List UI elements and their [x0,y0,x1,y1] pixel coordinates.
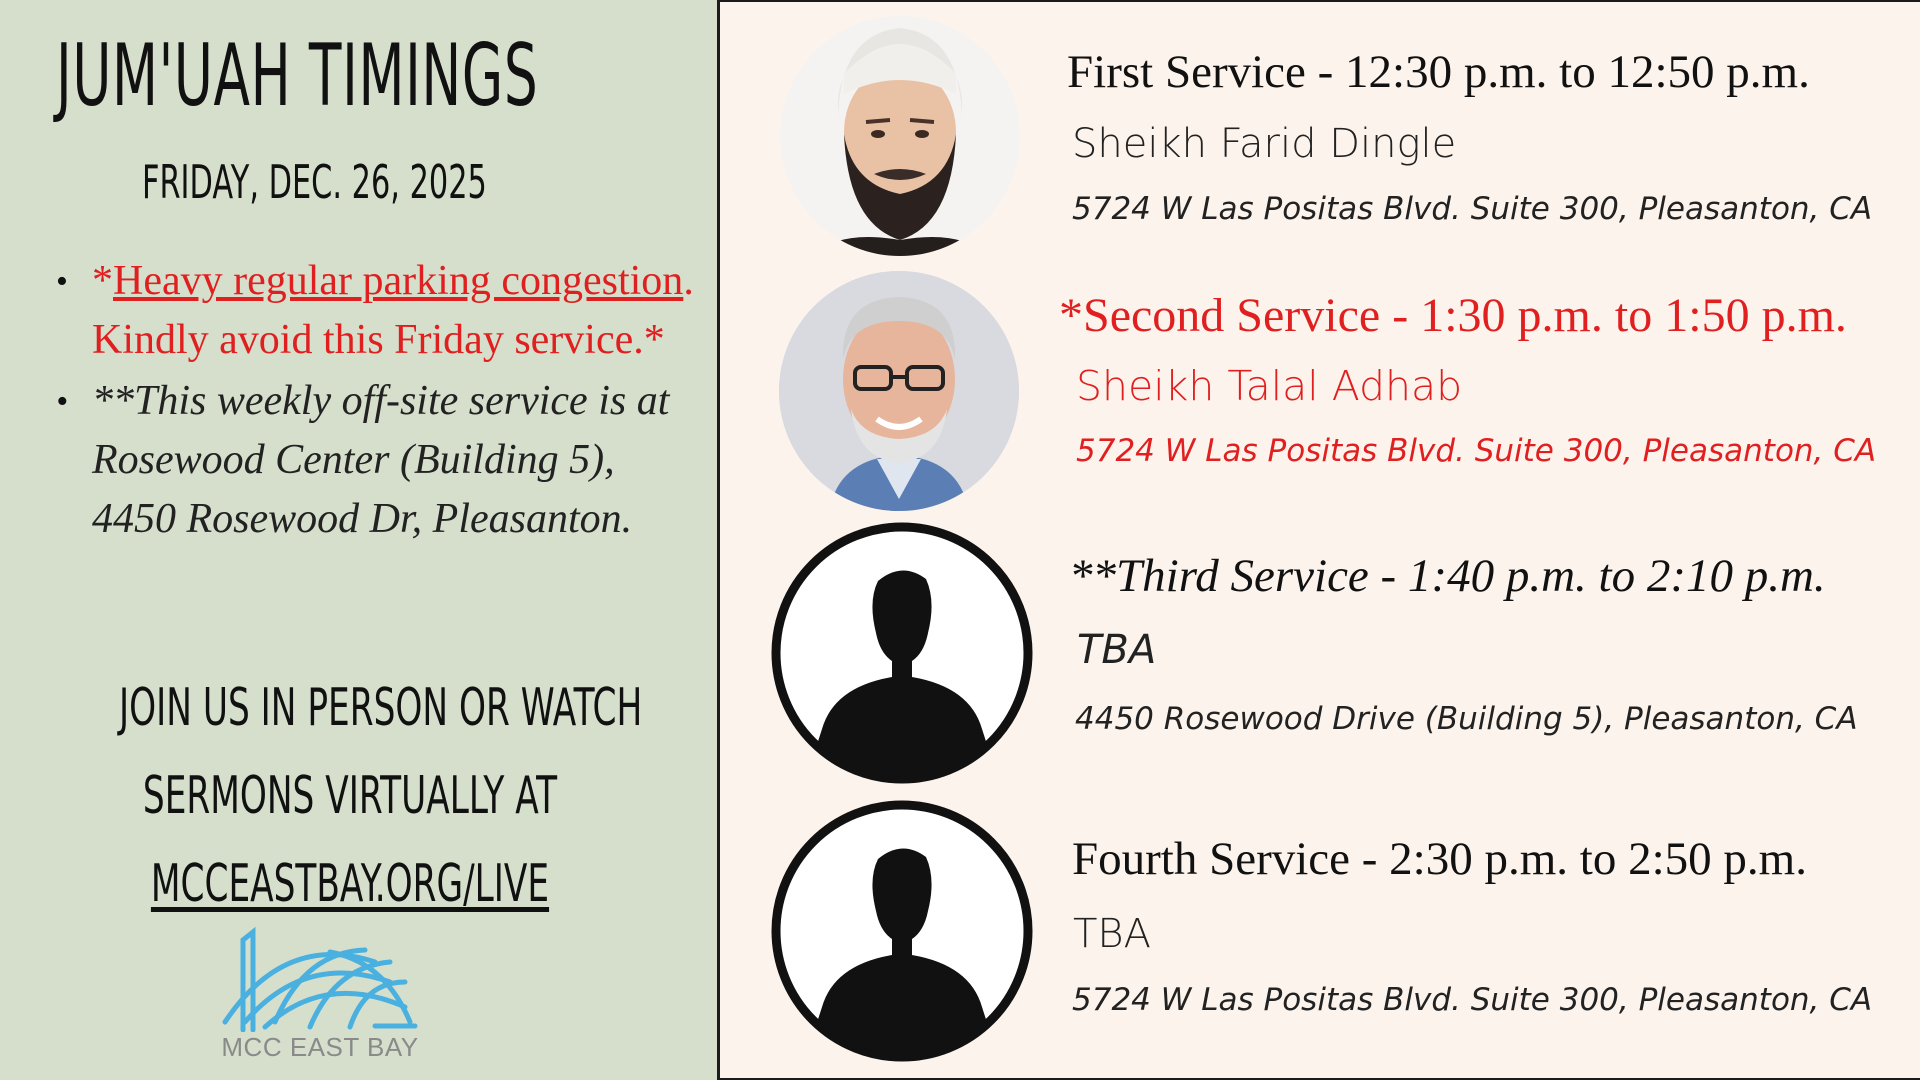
event-date: FRIDAY, DEC. 26, 2025 [142,155,487,209]
join-message [0,664,700,928]
left-panel [0,0,717,1080]
service-4-speaker: TBA [1073,911,1151,957]
service-1-title: First Service - 12:30 p.m. to 12:50 p.m. [1067,46,1810,98]
logo-text: MCC EAST BAY [221,1032,419,1062]
page-title: JUM'UAH TIMINGS [56,26,539,126]
dome-logo-icon [215,922,425,1032]
service-4-address: 5724 W Las Positas Blvd. Suite 300, Pleasanton, CA [1072,982,1873,1018]
right-panel [717,0,1920,1080]
parking-notice-underlined: Heavy regular parking congestion [113,258,684,304]
service-4-title: Fourth Service - 2:30 p.m. to 2:50 p.m. [1072,833,1807,885]
speaker-placeholder-4 [770,799,1034,1063]
service-2-title: *Second Service - 1:30 p.m. to 1:50 p.m. [1059,289,1847,342]
man-glasses-photo-icon [777,269,1021,513]
service-3-address: 4450 Rosewood Drive (Building 5), Pleasanton, CA [1075,701,1858,737]
bearded-man-photo-icon [778,14,1022,258]
service-1-address: 5724 W Las Positas Blvd. Suite 300, Pleasanton, CA [1072,191,1873,227]
speaker-photo-talal [777,269,1021,513]
speaker-photo-farid [778,14,1022,258]
parking-notice-rest: . Kindly avoid this Friday service.* [92,258,694,363]
notes-list [56,252,696,549]
parking-notice [56,252,696,370]
service-2-speaker: Sheikh Talal Adhab [1076,362,1463,410]
speaker-placeholder-3 [770,521,1034,785]
service-3-title: **Third Service - 1:40 p.m. to 2:10 p.m. [1069,550,1826,602]
service-1-speaker: Sheikh Farid Dingle [1072,121,1457,167]
service-2-address: 5724 W Las Positas Blvd. Suite 300, Pleasanton, CA [1076,433,1877,469]
join-line-1: JOIN US IN PERSON OR WATCH [118,678,643,738]
person-silhouette-icon [770,521,1034,785]
parking-notice-prefix: * [92,258,113,304]
live-link[interactable]: MCCEASTBAY.ORG/LIVE [150,854,550,914]
mcc-east-bay-logo [215,922,425,1062]
join-line-2: SERMONS VIRTUALLY AT [142,766,558,826]
service-3-speaker: TBA [1077,627,1157,673]
person-silhouette-icon [770,799,1034,1063]
offsite-notice-text: **This weekly off-site service is at Rosewood Center (Building 5), 4450 Rosewood Dr, Pleasanton. [92,378,670,542]
offsite-notice [56,372,696,549]
